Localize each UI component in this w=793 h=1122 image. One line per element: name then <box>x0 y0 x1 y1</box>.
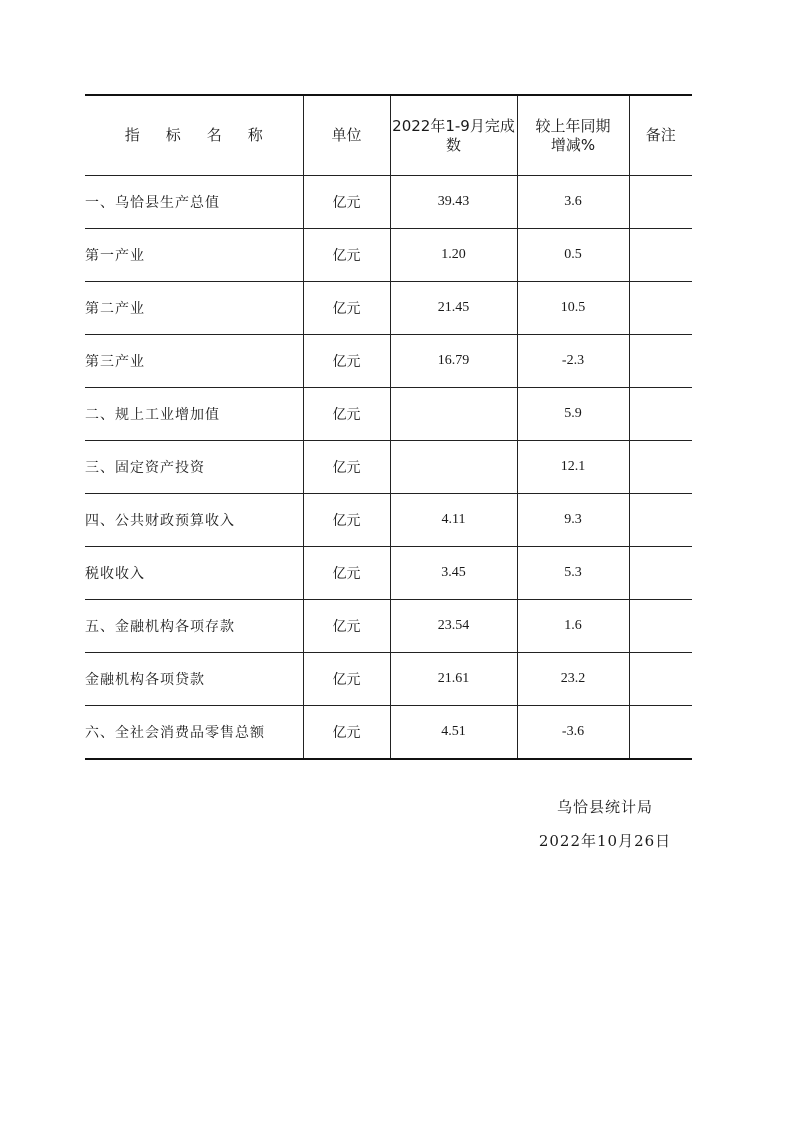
unit-cell: 亿元 <box>303 229 390 282</box>
header-row <box>85 95 692 176</box>
completed-value-cell <box>390 388 517 441</box>
yoy-change-cell: 12.1 <box>517 441 629 494</box>
header-completed-value <box>390 95 517 176</box>
yoy-change-cell: 5.3 <box>517 547 629 600</box>
indicator-name-cell: 金融机构各项贷款 <box>85 653 303 706</box>
indicator-name-cell: 五、金融机构各项存款 <box>85 600 303 653</box>
table-row <box>85 547 692 600</box>
completed-value-cell: 39.43 <box>390 176 517 229</box>
indicator-name-cell: 三、固定资产投资 <box>85 441 303 494</box>
note-cell <box>629 282 692 335</box>
unit-cell: 亿元 <box>303 335 390 388</box>
yoy-change-cell: 3.6 <box>517 176 629 229</box>
table-row <box>85 229 692 282</box>
header-note: 备注 <box>629 95 692 176</box>
table-row <box>85 653 692 706</box>
note-cell <box>629 547 692 600</box>
table-row <box>85 388 692 441</box>
indicator-name-cell: 第三产业 <box>85 335 303 388</box>
header-completed-value-line2: 数 <box>445 135 461 154</box>
completed-value-cell: 21.61 <box>390 653 517 706</box>
header-completed-value-line1: 2022年1-9月完成 <box>392 116 515 135</box>
table-row <box>85 706 692 760</box>
table-body <box>85 176 692 760</box>
indicator-name-cell: 第二产业 <box>85 282 303 335</box>
yoy-change-cell: 10.5 <box>517 282 629 335</box>
table-row <box>85 441 692 494</box>
indicator-name-cell: 一、乌恰县生产总值 <box>85 176 303 229</box>
indicator-name-cell: 六、全社会消费品零售总额 <box>85 706 303 760</box>
note-cell <box>629 388 692 441</box>
table-header <box>85 95 692 176</box>
table-row <box>85 176 692 229</box>
unit-cell: 亿元 <box>303 176 390 229</box>
note-cell <box>629 335 692 388</box>
unit-cell: 亿元 <box>303 706 390 760</box>
yoy-change-cell: 0.5 <box>517 229 629 282</box>
yoy-change-cell: -3.6 <box>517 706 629 760</box>
header-yoy-change-line1: 较上年同期 <box>535 116 611 135</box>
table-row <box>85 282 692 335</box>
yoy-change-cell: 23.2 <box>517 653 629 706</box>
completed-value-cell: 3.45 <box>390 547 517 600</box>
indicator-name-cell: 第一产业 <box>85 229 303 282</box>
header-yoy-change <box>517 95 629 176</box>
header-unit: 单位 <box>303 95 390 176</box>
footer-date: 2022年10月26日 <box>538 832 672 850</box>
unit-cell: 亿元 <box>303 282 390 335</box>
yoy-change-cell: 5.9 <box>517 388 629 441</box>
indicator-name-cell: 二、规上工业增加值 <box>85 388 303 441</box>
yoy-change-cell: -2.3 <box>517 335 629 388</box>
completed-value-cell <box>390 441 517 494</box>
completed-value-cell: 23.54 <box>390 600 517 653</box>
yoy-change-cell: 9.3 <box>517 494 629 547</box>
note-cell <box>629 600 692 653</box>
indicator-name-cell: 税收收入 <box>85 547 303 600</box>
note-cell <box>629 653 692 706</box>
unit-cell: 亿元 <box>303 388 390 441</box>
completed-value-cell: 16.79 <box>390 335 517 388</box>
statistics-table <box>85 94 692 760</box>
indicator-name-cell: 四、公共财政预算收入 <box>85 494 303 547</box>
note-cell <box>629 494 692 547</box>
table-row <box>85 494 692 547</box>
note-cell <box>629 706 692 760</box>
unit-cell: 亿元 <box>303 653 390 706</box>
table-row <box>85 600 692 653</box>
completed-value-cell: 4.51 <box>390 706 517 760</box>
completed-value-cell: 1.20 <box>390 229 517 282</box>
header-indicator-name: 指标名称 <box>85 95 303 176</box>
unit-cell: 亿元 <box>303 494 390 547</box>
header-yoy-change-line2: 增减% <box>550 135 596 154</box>
yoy-change-cell: 1.6 <box>517 600 629 653</box>
completed-value-cell: 4.11 <box>390 494 517 547</box>
unit-cell: 亿元 <box>303 600 390 653</box>
table-row <box>85 335 692 388</box>
note-cell <box>629 229 692 282</box>
footer-organization: 乌恰县统计局 <box>556 798 653 816</box>
note-cell <box>629 441 692 494</box>
note-cell <box>629 176 692 229</box>
unit-cell: 亿元 <box>303 547 390 600</box>
completed-value-cell: 21.45 <box>390 282 517 335</box>
unit-cell: 亿元 <box>303 441 390 494</box>
